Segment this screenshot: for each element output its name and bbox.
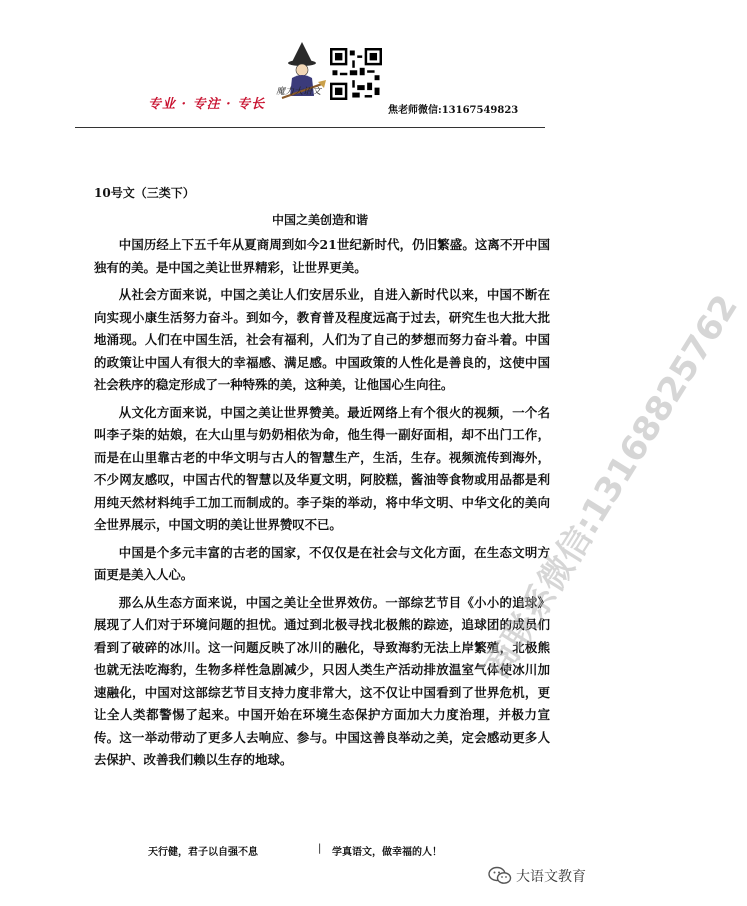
motto-slogan: 专业 · 专注 · 专长 bbox=[148, 97, 266, 112]
essay-paragraph: 从社会方面来说，中国之美让人们安居乐业，自进入新时代以来，中国不断在向实现小康生活努力奋斗。到如今，教育普及程度远高于过去，研究生也大批大批地涌现。人们在中国生活，社会有福利，人们为了自己的梦想而努力奋斗着。中国的政策让中国人有很大的幸福感、满足感。中国政策的人性化是善良的，这使中国社会秩序的稳定形成了一种特殊的美，这种美，让他国心生向往。 bbox=[94, 287, 550, 392]
essay-paragraph: 从文化方面来说，中国之美让世界赞美。最近网络上有个很火的视频，一个名叫李子柒的姑娘，在大山里与奶奶相依为命，他生得一副好面相，却不出门工作，而是在山里靠古老的中华文明与古人的智慧生产，生活，生存。视频流传到海外，不少网友感叹，中国古代的智慧以及华夏文明，阿胶糕，酱油等食物或用品都是利用纯天然材料纯手工加工而制成的。李子柒的举动，将中华文明、中华文化的美向全世界展示，中国文明的美让世界赞叹不已。 bbox=[94, 404, 550, 532]
essay-paragraph: 那么从生态方面来说，中国之美让全世界效仿。一部综艺节目《小小的追球》展现了人们对于环境问题的担忧。通过到北极寻找北极熊的踪迹，追球团的成员们看到了破碎的冰川。这一问题反映了冰川的融化，导致海豹无法上岸繁殖，北极熊也就无法吃海豹，生物多样性急剧减少，只因人类生产活动排放温室气体使冰川加速融化，中国对这部综艺节目支持力度非常大，这不仅让中国看到了世界危机，更让全人类都警惕了起来。中国开始在环境生态保护方面加大力度治理，并极力宣传。这一举动带动了更多人去响应、参与。中国这善良举动之美，定会感动更多人去保护、改善我们赖以生存的地球。 bbox=[94, 594, 550, 767]
watermark: 商联系微信:13168825762 bbox=[476, 287, 746, 686]
footer-slogan: 学真语文，做幸福的人！ bbox=[332, 847, 442, 858]
page-header bbox=[0, 0, 640, 130]
essay-paragraph: 中国历经上下五千年从夏商周到如今21世纪新时代，仍旧繁盛。这离不开中国独有的美。是中国之美让世界精彩，让世界更美。 bbox=[94, 237, 550, 275]
essay-title: 中国之美创造和谐 bbox=[271, 213, 368, 227]
essay-body bbox=[94, 234, 550, 777]
footer-separator: | bbox=[318, 843, 322, 854]
teacher-contact: 焦老师微信:13167549823 bbox=[388, 105, 519, 116]
qr-code-icon[interactable] bbox=[330, 48, 382, 100]
wechat-icon bbox=[488, 866, 512, 886]
essay-paragraph: 中国是个多元丰富的古老的国家，不仅仅是在社会与文化方面，在生态文明方面更是美入人心。 bbox=[94, 544, 550, 582]
logo-caption: 魔力大语文 bbox=[276, 87, 322, 97]
brand-name: 大语文教育 bbox=[516, 869, 586, 885]
header-divider bbox=[75, 127, 545, 128]
document-label: 10号文（三类下） bbox=[94, 186, 195, 200]
footer-motto: 天行健，君子以自强不息 bbox=[148, 847, 258, 858]
